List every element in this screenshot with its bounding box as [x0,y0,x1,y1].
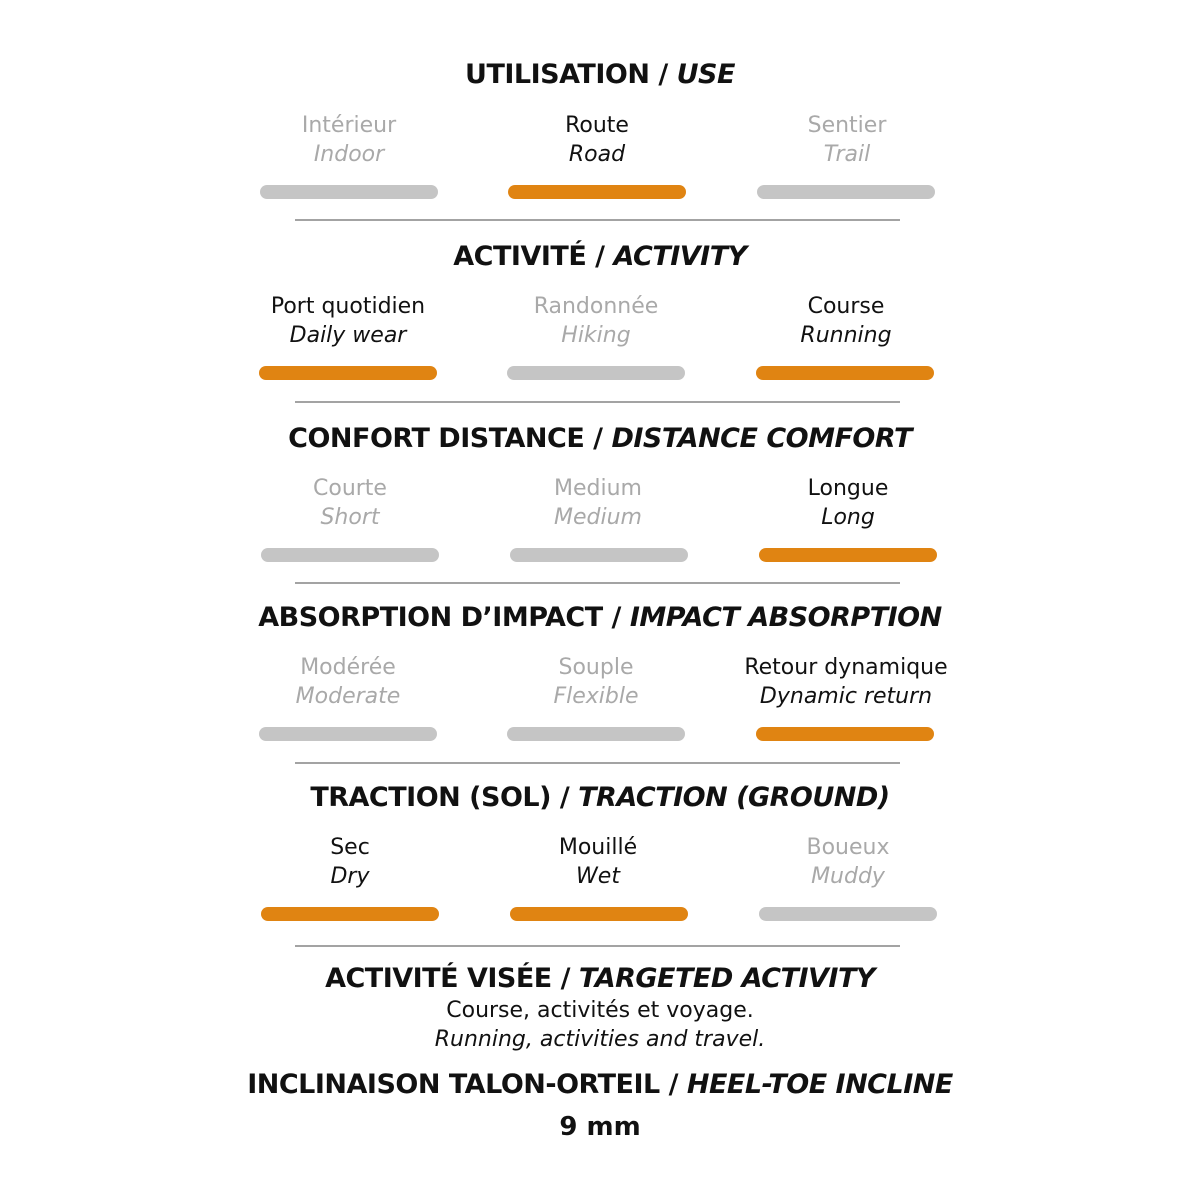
option-label-en: Indoor [313,142,385,167]
rating-bar-running [756,366,934,380]
section-divider [295,582,900,584]
heading-en: TARGETED ACTIVITY [578,963,875,994]
rating-bar-road [508,185,686,199]
section-heading-distance-comfort [0,422,1200,456]
heading-separator: / [550,782,579,813]
option-label-en: Short [320,505,380,530]
heading-en: TRACTION (GROUND) [578,782,890,813]
heading-en: IMPACT ABSORPTION [629,602,942,633]
option-label-en: Flexible [553,684,639,709]
heading-fr: UTILISATION [465,59,650,90]
rating-bar-daily-wear [259,366,437,380]
option-medium [478,474,718,532]
section-heading-heel-toe-incline [0,1068,1200,1102]
option-label-fr: Mouillé [558,835,638,860]
rating-bar-flexible [507,727,685,741]
heading-en: USE [676,59,735,90]
heading-fr: ACTIVITÉ VISÉE [325,963,552,994]
option-label-fr: Sec [330,835,370,860]
option-daily-wear [228,292,468,350]
section-divider [295,401,900,403]
option-flexible [476,653,716,711]
section-heading-use [0,58,1200,92]
heading-separator: / [551,963,579,994]
section-heading-targeted-activity [0,962,1200,996]
heading-en: ACTIVITY [613,241,747,272]
rating-bar-dry [261,907,439,921]
rating-bar-indoor [260,185,438,199]
option-label-en: Wet [576,864,620,889]
heading-separator: / [602,602,630,633]
heading-separator: / [659,1069,687,1100]
option-label-en: Dry [330,864,370,889]
option-moderate [228,653,468,711]
option-short [230,474,470,532]
heading-fr: ACTIVITÉ [453,241,587,272]
option-label-fr: Modérée [300,655,396,680]
option-label-fr: Courte [313,476,387,501]
option-label-fr: Intérieur [301,113,397,138]
option-road [477,111,717,169]
option-label-en: Running [800,323,892,348]
option-label-en: Daily wear [289,323,407,348]
section-divider [295,219,900,221]
option-indoor [229,111,469,169]
rating-bar-hiking [507,366,685,380]
option-label-fr: Sentier [807,113,887,138]
option-label-en: Trail [823,142,871,167]
heading-fr: ABSORPTION D’IMPACT [258,602,603,633]
rating-bar-muddy [759,907,937,921]
rating-bar-wet [510,907,688,921]
option-label-en: Long [821,505,875,530]
section-heading-traction [0,781,1200,815]
heading-separator: / [649,59,677,90]
option-label-fr: Course [807,294,885,319]
option-label-fr: Longue [807,476,889,501]
option-label-fr: Route [565,113,629,138]
option-label-fr: Boueux [806,835,890,860]
heading-separator: / [584,423,612,454]
option-label-fr: Retour dynamique [744,655,948,680]
option-muddy [728,833,968,891]
option-label-en: Road [568,142,626,167]
section-heading-impact-absorption [0,601,1200,635]
option-running [726,292,966,350]
option-long [728,474,968,532]
targeted-activity-en: Running, activities and travel. [434,1027,766,1052]
rating-bar-trail [757,185,935,199]
heading-fr: INCLINAISON TALON-ORTEIL [247,1069,660,1100]
option-label-fr: Randonnée [533,294,659,319]
rating-bar-dynamic-return [756,727,934,741]
heel-toe-incline-value: 9 mm [559,1112,641,1142]
option-hiking [476,292,716,350]
rating-bar-medium [510,548,688,562]
option-label-en: Hiking [561,323,631,348]
section-heading-activity [0,240,1200,274]
option-wet [478,833,718,891]
option-label-en: Muddy [811,864,885,889]
heading-fr: TRACTION (SOL) [310,782,551,813]
option-label-fr: Medium [554,476,642,501]
section-divider [295,762,900,764]
heading-separator: / [586,241,614,272]
heading-en: HEEL-TOE INCLINE [686,1069,953,1100]
heading-en: DISTANCE COMFORT [611,423,912,454]
option-trail [727,111,967,169]
heading-fr: CONFORT DISTANCE [288,423,585,454]
option-label-en: Dynamic return [759,684,933,709]
rating-bar-long [759,548,937,562]
rating-bar-short [261,548,439,562]
option-dry [230,833,470,891]
option-label-fr: Port quotidien [270,294,426,319]
option-label-en: Medium [554,505,642,530]
rating-bar-moderate [259,727,437,741]
option-label-fr: Souple [558,655,634,680]
section-divider [295,945,900,947]
targeted-activity-fr: Course, activités et voyage. [446,998,754,1023]
option-dynamic-return [726,653,966,711]
option-label-en: Moderate [295,684,401,709]
